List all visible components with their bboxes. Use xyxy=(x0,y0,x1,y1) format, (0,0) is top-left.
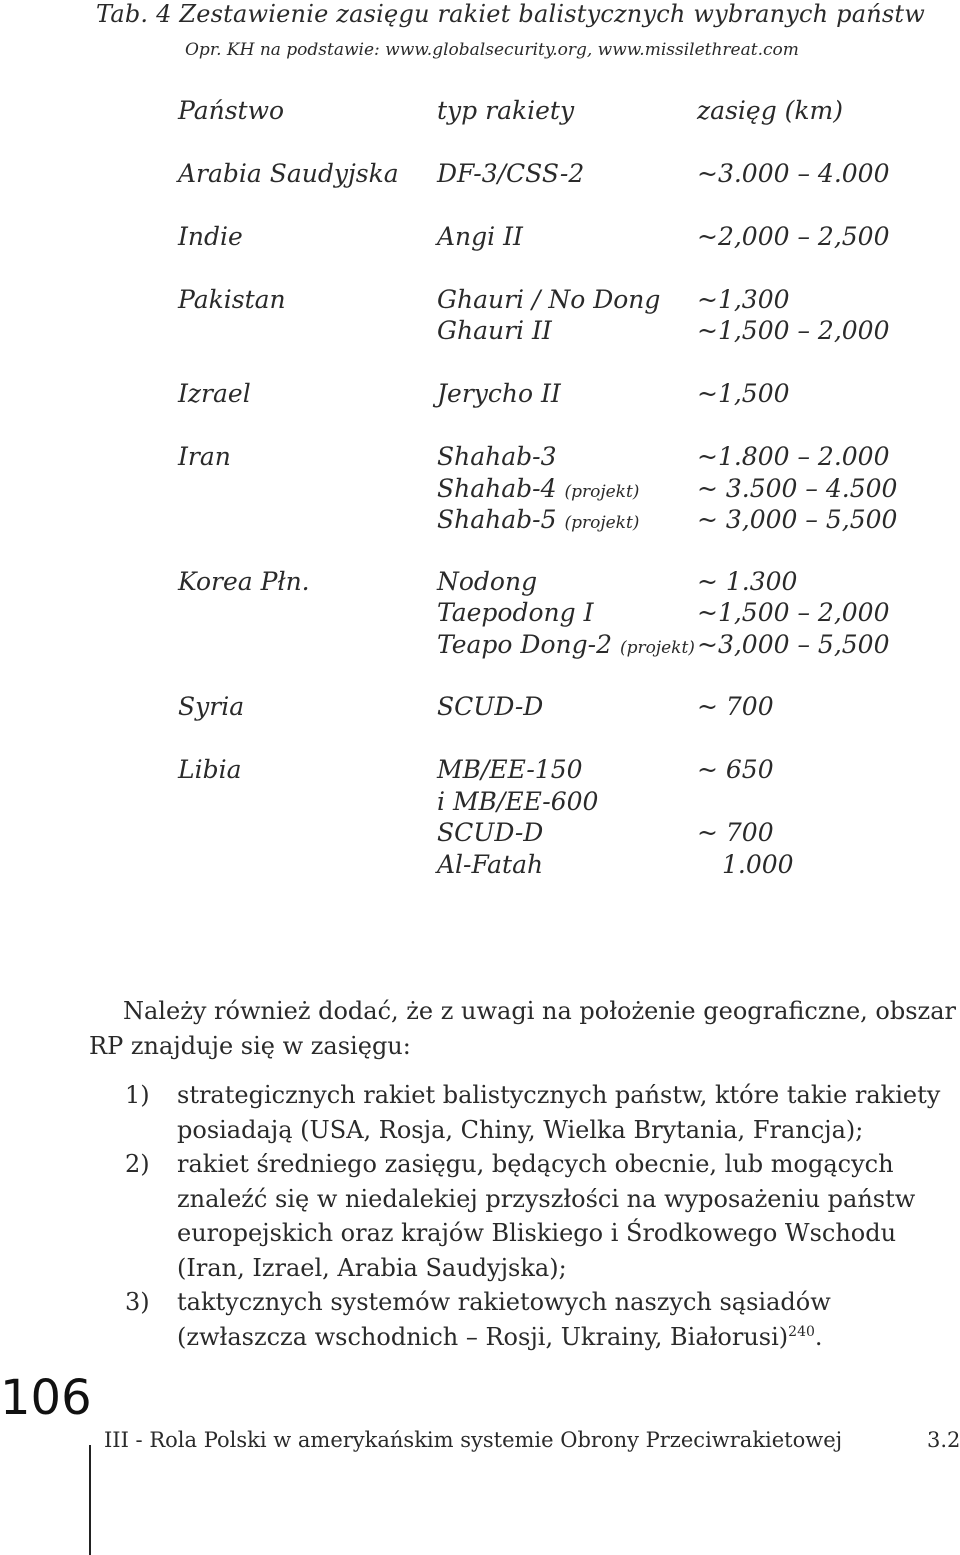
footnote-ref[interactable]: 240 xyxy=(788,1323,815,1340)
row-type: Al-Fatah xyxy=(437,850,544,879)
row-range: ~1,500 – 2,000 xyxy=(697,316,890,345)
row-country: Pakistan xyxy=(178,285,286,314)
row-range: 1.000 xyxy=(722,850,794,879)
row-country: Izrael xyxy=(178,379,251,408)
row-type: Shahab-3 xyxy=(437,442,557,471)
page-number: 106 xyxy=(0,1370,92,1426)
footer-divider xyxy=(89,1445,91,1555)
list-item-text: taktycznych systemów rakietowych naszych sąsiadów (zwłaszcza wschodnich – Rosji, Ukrainy, Białorusi) xyxy=(177,1288,831,1351)
row-type: Ghauri II xyxy=(437,316,552,345)
row-range: ~ 1.300 xyxy=(697,567,798,596)
row-range: ~3,000 – 5,500 xyxy=(697,630,890,659)
list-item-number: 2) xyxy=(125,1150,150,1178)
row-range: ~ 3,000 – 5,500 xyxy=(697,505,898,534)
row-country: Iran xyxy=(178,442,231,471)
row-country: Arabia Saudyjska xyxy=(178,159,399,188)
row-country: Indie xyxy=(178,222,243,251)
row-range: ~ 700 xyxy=(697,818,774,847)
row-type: Nodong xyxy=(437,567,538,596)
row-type-group xyxy=(437,507,639,532)
row-type: MB/EE-150 xyxy=(437,755,583,784)
footer-section-number: 3.2 xyxy=(927,1428,960,1452)
row-type: Angi II xyxy=(437,222,523,251)
row-range: ~1.800 – 2.000 xyxy=(697,442,890,471)
row-type: Shahab-4 xyxy=(437,474,557,503)
row-country: Libia xyxy=(178,755,242,784)
row-range: ~ 700 xyxy=(697,692,774,721)
row-country: Syria xyxy=(178,692,245,721)
row-range: ~2,000 – 2,500 xyxy=(697,222,890,251)
list-item-text: rakiet średniego zasięgu, będących obecnie, lub mogących znaleźć się w niedalekiej przyszłości na wyposażeniu państw europejskich oraz krajów Bliskiego i Środkowego Wschodu (Iran, Izrael, Arabia Saudyjska); xyxy=(177,1150,916,1282)
row-type-group xyxy=(437,476,639,501)
row-range: ~1,500 xyxy=(697,379,790,408)
row-range: ~1,500 – 2,000 xyxy=(697,598,890,627)
list-item-tail: . xyxy=(814,1322,823,1351)
body-paragraph: Należy również dodać, że z uwagi na położenie geograficzne, obszar RP znajduje się w zasięgu: xyxy=(89,997,956,1060)
table-caption-source: Opr. KH na podstawie: www.globalsecurity.org, www.missilethreat.com xyxy=(185,40,799,60)
list-item-text: strategicznych rakiet balistycznych państw, które takie rakiety posiadają (USA, Rosja, Chiny, Wielka Brytania, Francja); xyxy=(177,1081,941,1144)
row-type: SCUD-D xyxy=(437,818,544,847)
list-item xyxy=(125,1147,960,1285)
row-range: ~ 3.500 – 4.500 xyxy=(697,474,898,503)
row-type: Teapo Dong-2 xyxy=(437,630,612,659)
header-range: zasięg (km) xyxy=(697,96,844,125)
row-type-note: (projekt) xyxy=(619,638,695,658)
header-country: Państwo xyxy=(178,96,285,125)
header-type: typ rakiety xyxy=(437,96,575,125)
list-item-number: 1) xyxy=(125,1081,150,1109)
row-type: Ghauri / No Dong xyxy=(437,285,661,314)
row-type: Jerycho II xyxy=(437,379,561,408)
row-range: ~3.000 – 4.000 xyxy=(697,159,890,188)
range-list xyxy=(125,1078,960,1354)
list-item-number: 3) xyxy=(125,1288,150,1316)
row-type: Taepodong I xyxy=(437,598,594,627)
list-item xyxy=(125,1285,960,1354)
row-type: Shahab-5 xyxy=(437,505,557,534)
row-type: i MB/EE-600 xyxy=(437,787,599,816)
table-caption-title: Tab. 4 Zestawienie zasięgu rakiet balistycznych wybranych państw xyxy=(96,0,925,28)
row-type-note: (projekt) xyxy=(564,482,640,502)
row-type: SCUD-D xyxy=(437,692,544,721)
row-range: ~1,300 xyxy=(697,285,790,314)
footer-chapter-title: III - Rola Polski w amerykańskim systemie Obrony Przeciwrakietowej xyxy=(104,1428,843,1452)
row-type: DF-3/CSS-2 xyxy=(437,159,585,188)
row-range: ~ 650 xyxy=(697,755,774,784)
row-type-note: (projekt) xyxy=(564,513,640,533)
row-type-group xyxy=(437,632,695,657)
list-item xyxy=(125,1078,960,1147)
row-country: Korea Płn. xyxy=(178,567,310,596)
